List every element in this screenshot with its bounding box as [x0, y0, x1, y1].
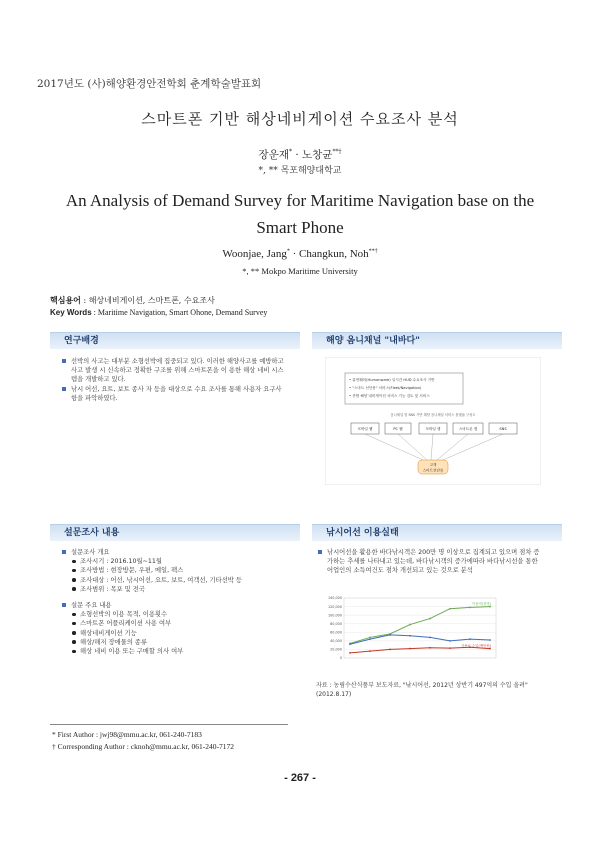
chart-source-caption: 자료 : 농림수산식품부 보도자료, "낚시어선, 2012년 상반기 497억의 수입 올려" (2012.8.17) — [316, 682, 528, 698]
y-tick-label: 120,000 — [327, 604, 342, 609]
title-korean: 스마트폰 기반 해상네비게이션 수요조사 분석 — [141, 110, 459, 128]
series-point — [469, 638, 471, 640]
diagram-node-label: 모바일 앱 — [425, 427, 441, 431]
list-item: 소형선박의 이용 목적, 이용횟수 — [62, 610, 284, 619]
y-tick-label: 100,000 — [327, 613, 342, 618]
section-header-fishing: 낚시어선 이용실태 — [312, 524, 562, 541]
background-bullets — [62, 357, 284, 403]
omnichannel-diagram — [325, 357, 541, 485]
page-number: - 267 - — [284, 772, 316, 784]
y-tick-label: 0 — [339, 656, 342, 661]
list-item: 설문조사 개요 — [62, 548, 284, 557]
y-tick-label: 80,000 — [330, 621, 342, 626]
y-tick-label: 20,000 — [330, 647, 342, 652]
diagram-node-label: SNS — [499, 427, 507, 431]
series-point — [409, 635, 411, 637]
series-point — [429, 637, 431, 639]
diagram-node-label: 모바일 웹 — [357, 427, 373, 431]
list-item: 조사범위 : 목포 및 전국 — [62, 585, 284, 594]
series-point — [409, 624, 411, 626]
series-point — [369, 637, 371, 639]
diagram-center-label: 고객 — [429, 463, 437, 467]
section-header-survey: 설문조사 내용 — [50, 524, 300, 541]
series-point — [349, 652, 351, 654]
diagram-note: • 휴먼웨어(Humanware) 실시간 HUD 수요조사 기반 — [349, 378, 435, 382]
authors-korean: 장운재* · 노창균**† — [258, 148, 342, 161]
diagram-node-label: 스마트폰 앱 — [458, 427, 478, 431]
series-point — [429, 618, 431, 620]
series-point — [449, 647, 451, 649]
footnote-corresponding-author: † Corresponding Author : cknoh@mmu.ac.kr, 061-240-7172 — [52, 742, 234, 751]
conference-name: 2017년도 (사)해양환경안전학회 춘계학술발표회 — [37, 78, 262, 90]
section-header-background: 연구배경 — [50, 332, 300, 349]
y-tick-label: 40,000 — [330, 639, 342, 644]
series-point — [369, 650, 371, 652]
series-point — [449, 640, 451, 642]
fishing-usage-chart — [318, 592, 508, 670]
diagram-center-label: 스마트선단용 — [422, 468, 444, 473]
affiliation-korean: *, ** 목포해양대학교 — [258, 166, 342, 176]
diagram-note: • 종합 해양 네비게이션 서비스 기능 검토 및 서비스 — [349, 394, 430, 398]
keywords-english: Key Words : Maritime Navigation, Smart Ohone, Demand Survey — [50, 308, 268, 317]
keywords-korean: 핵심용어 : 해상네비게이션, 스마트폰, 수요조사 — [50, 296, 215, 305]
footnote-first-author: * First Author : jwj98@mmu.ac.kr, 061-240-7183 — [52, 730, 202, 739]
series-point — [409, 648, 411, 650]
list-item: 낚시어선을 활용한 바다낚시객은 200만 명 이상으로 집계되고 있으며 점차 증가하는 추세를 나타내고 있는데, 바다낚시객의 증가에따라 바다낚시선을 통한 어업인의 소득여건도 점차 개선되고 있는 것으로 분석 — [318, 548, 544, 576]
series-point — [449, 608, 451, 610]
series-point — [489, 639, 491, 641]
series-point — [349, 643, 351, 645]
diagram-node-label: PC 웹 — [393, 427, 403, 431]
list-item: 선박의 사고는 대부분 소형선박에 집중되고 있다. 이러한 해양사고를 예방하고 사고 발생 시 신속하고 정확한 구조를 위해 스마트폰을 이 용한 해상 네비 시스템을 개발하고 있다. — [62, 357, 284, 385]
series-point — [389, 649, 391, 651]
list-item: 스마트폰 어플리케이션 사용 여부 — [62, 619, 284, 628]
y-tick-label: 140,000 — [327, 596, 342, 601]
series-point — [369, 638, 371, 640]
affiliation-english: *, ** Mokpo Maritime University — [242, 266, 358, 276]
list-item: 해상 네비 이용 또는 구매할 의사 여부 — [62, 647, 284, 656]
diagram-caption: 옴니채널 및 SNS 기반 해양 옴니채널 서비스 플랫폼 구성도 — [390, 413, 476, 417]
series-point — [469, 607, 471, 609]
list-item: 설문 주요 내용 — [62, 601, 284, 610]
title-english: An Analysis of Demand Survey for Maritime Navigation base on the Smart Phone — [65, 191, 535, 237]
survey-list — [62, 548, 284, 656]
authors-english: Woonjae, Jang* · Changkun, Noh**† — [222, 248, 378, 260]
diagram-note: • "스마트 선단용" 서비스(Fleet/Navigation) — [349, 386, 422, 390]
series-point — [429, 647, 431, 649]
list-item: 조사방법 : 현장방문, 우편, 메일, 팩스 — [62, 566, 284, 575]
footnote-divider — [50, 724, 288, 725]
series-point — [389, 634, 391, 636]
list-item: 낚시 어선, 요트, 보트 종사 자 등을 대상으로 수요 조사를 통해 사용자 요구사항을 파악하였다. — [62, 385, 284, 403]
y-tick-label: 60,000 — [330, 630, 342, 635]
fishing-text — [318, 548, 544, 576]
series-label: 이용객(천명) — [471, 602, 491, 607]
series-label: 사용료 수입(백만원) — [461, 644, 491, 649]
list-item: 조사대상 : 어선, 낚시어선, 요트, 보트, 여객선, 기타선박 등 — [62, 576, 284, 585]
list-item: 해상네비게이션 기능 — [62, 629, 284, 638]
list-item: 조사시기 : 2016.10월~11월 — [62, 557, 284, 566]
list-item: 해상/해저 장애물의 종류 — [62, 638, 284, 647]
section-header-channel: 해양 옴니채널 "내바다" — [312, 332, 562, 349]
